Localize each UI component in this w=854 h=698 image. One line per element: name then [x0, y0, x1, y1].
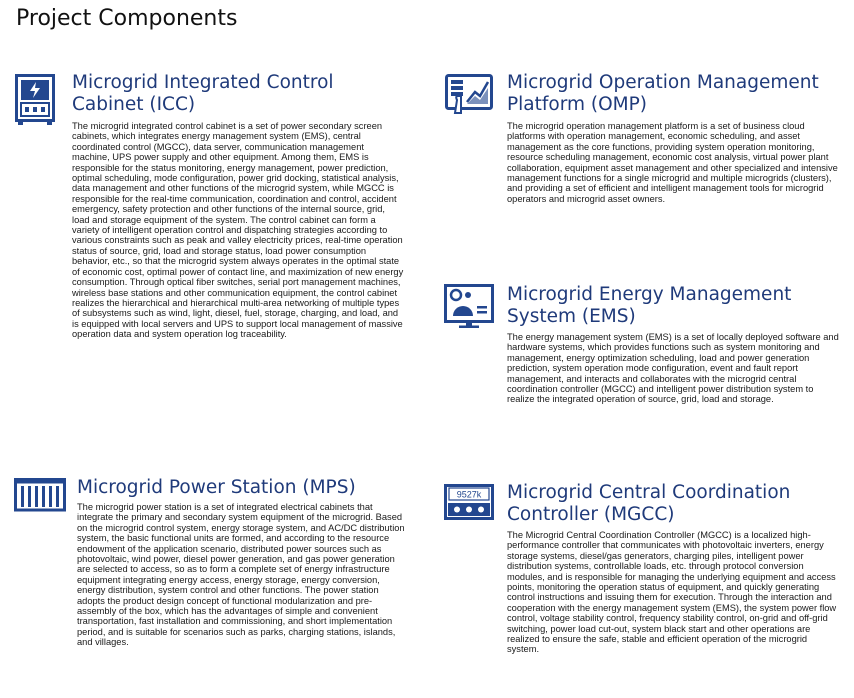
component-description: The microgrid integrated control cabinet is a set of power secondary screen cabinets, which integrates energy management system (EMS), central coordinated control (MGCC), data server, communication management machine, UPS power supply and other equipment. Among them, EMS is responsible for the status monitoring, energy management, power prediction, optimal scheduling, mode configuration, power grid docking, statistical analysis, data management and other functions of the microgrid system, while MGCC is responsible for the real-time communication, coordination and control, accident emergency, safety protection and other functions of the internal source, grid, load and storage equipment of the system. The control cabinet can form a variety of intelligent operation control and dispatching strategies according to various constraints such as peak and valley electricity prices, real-time operation status of source, grid, load and storage status, load power consumption behavior, etc., so that the microgrid system always operates in the optimal state of economic cost, optimal power of contact line, and maximization of new energy consumption. Through optical fiber switches, serial port management machines, wireless base stations and other communication equipment, the control cabinet realizes the hierarchical and hierarchical multi-area networking of multiple types of subsystems such as wind, light, diesel, fuel, storage, charging, and load, and is equipped with local servers and UPS to support local management of massive operation data and system operation log traceability. — [72, 121, 404, 340]
page-title: Project Components — [16, 6, 238, 31]
component-title: Microgrid Operation Management Platform (OMP) — [507, 72, 819, 115]
component-description: The microgrid operation management platform is a set of business cloud platforms with operation management, economic scheduling, and asset management as the core functions, providing system operation monitoring, resource scheduling management, economic cost analysis, virtual power plant collaboration, equipment asset management and other specialized and intensive management functions for a single microgrid and multiple microgrids (clusters), and providing a set of efficient and intelligent management tools for microgrid operators and microgrid asset owners. — [507, 121, 838, 204]
component-description: The microgrid power station is a set of integrated electrical cabinets that integrate the primary and secondary system equipment of the microgrid. Based on the microgrid control system, energy storage system, and AC/DC distribution system, the basic functional units are formed, and according to the resource endowment of the application scenario, distributed power sources such as photovoltaic, wind power, diesel power generation, and gas power generation are selected to access, so as to form a complete set of energy infrastructure equipment integrating energy access, energy storage, energy conversion, energy distribution, system control and other functions. The power station adopts the product design concept of functional modularization and pre-assembly of the box, which has the advantages of simple and convenient transportation, fast installation and commissioning, and short implementation period, and is suitable for scenarios such as parks, charging stations, islands, and villages. — [77, 502, 405, 648]
component-title: Microgrid Central Coordination Controller (MGCC) — [507, 482, 791, 525]
monitor-gauge-icon — [444, 284, 494, 328]
component-title: Microgrid Power Station (MPS) — [77, 477, 356, 498]
platform-chart-icon — [445, 74, 493, 114]
component-description: The Microgrid Central Coordination Controller (MGCC) is a localized high-performance controller that communicates with photovoltaic inverters, energy storage systems, diesel/gas generators, charging piles, intelligent power distribution systems, controllable loads, etc. through protocol conversion modules, and is responsible for managing the underlying equipment and access points, monitoring the operation status of equipment, and quickly generating control instructions and issuing them for execution. Through the interaction and cooperation with the energy management system (EMS), the system power flow control, voltage stability control, frequency stability control, on-grid and off-grid switching, power load cut-out, system black start and other operations are realized to ensure the safe, stable and efficient operation of the microgrid system. — [507, 530, 837, 655]
controller-display-icon — [444, 484, 494, 520]
component-title: Microgrid Integrated Control Cabinet (ICC) — [72, 72, 334, 115]
container-icon — [14, 478, 66, 512]
component-description: The energy management system (EMS) is a set of locally deployed software and hardware systems, which provides functions such as system monitoring and management, energy optimization scheduling, load and power generation prediction, system operation mode configuration, event and fault report management, and interacts and collaborates with the microgrid central coordination controller (MGCC) and intelligent power distribution system to realize the integrated operation of source, grid, load and storage. — [507, 332, 839, 405]
display-value: 9527k — [456, 489, 482, 500]
component-title: Microgrid Energy Management System (EMS) — [507, 284, 792, 327]
cabinet-icon — [15, 74, 55, 126]
